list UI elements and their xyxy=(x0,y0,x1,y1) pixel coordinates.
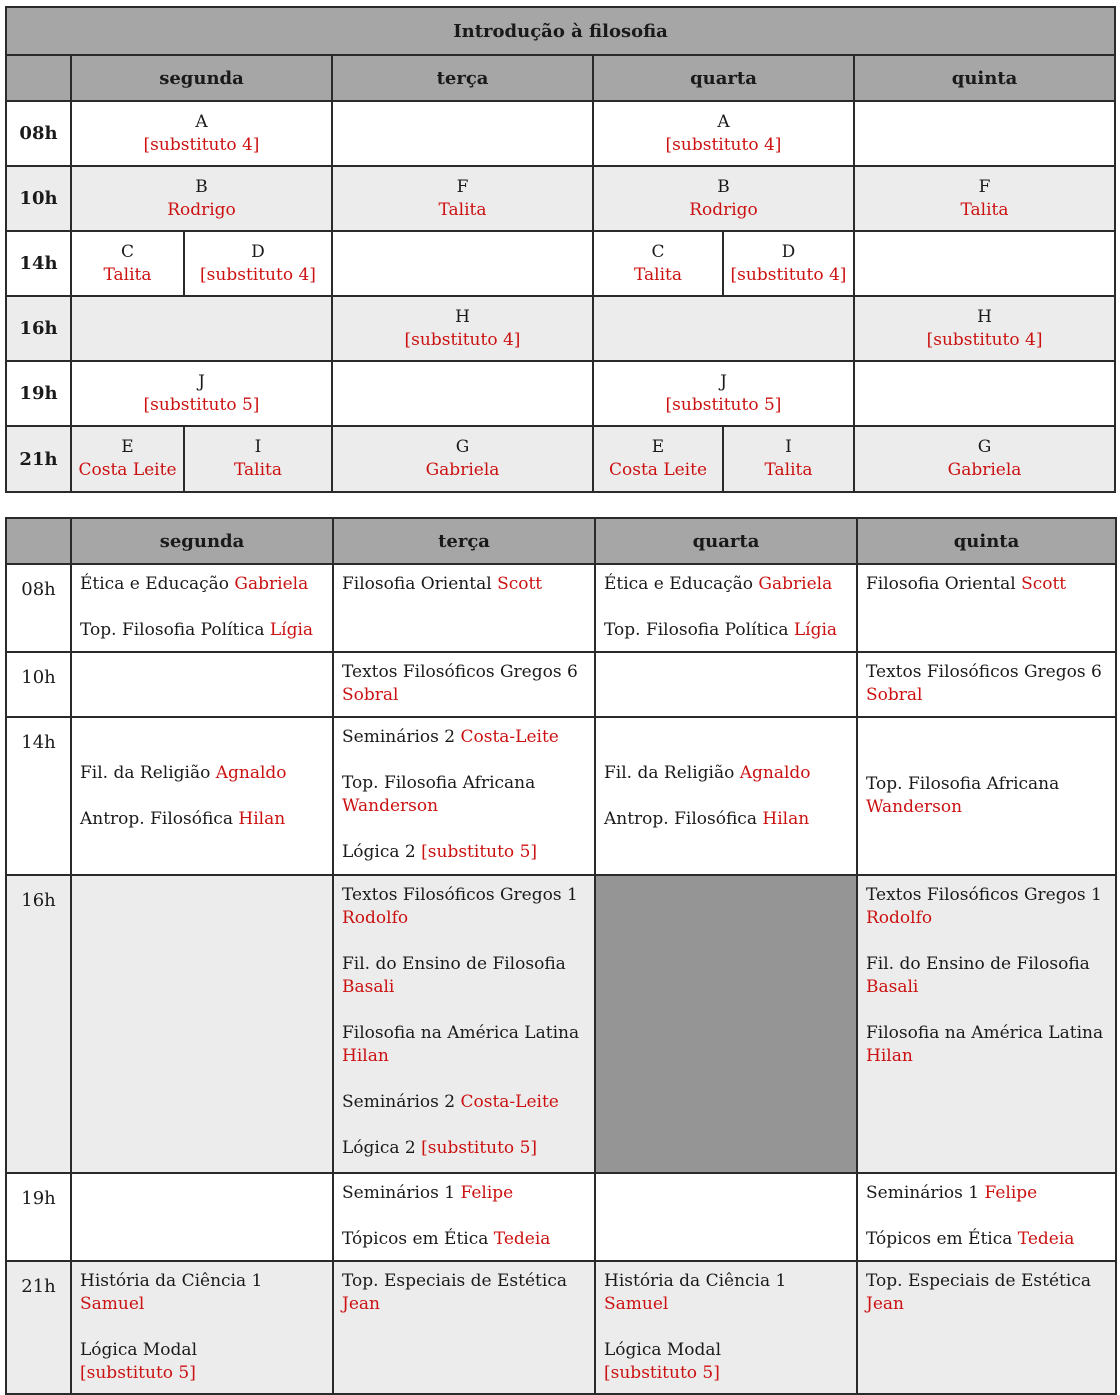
course-entry xyxy=(80,1339,326,1385)
course-entry xyxy=(604,1270,850,1316)
teacher-name: [substituto 4] xyxy=(665,134,782,155)
class-slot xyxy=(854,166,1115,231)
class-code: E xyxy=(651,437,665,457)
teacher-name: Scott xyxy=(497,574,543,594)
teacher-name: [substituto 5] xyxy=(604,1363,720,1383)
empty-slot xyxy=(854,231,1115,296)
class-slot xyxy=(593,101,854,166)
course-name: Filosofia Oriental xyxy=(342,574,492,594)
class-slot xyxy=(71,426,184,492)
course-name: Tópicos em Ética xyxy=(342,1229,489,1249)
teacher-name: Jean xyxy=(342,1294,380,1314)
teacher-name: Gabriela xyxy=(234,574,309,594)
class-slot xyxy=(332,426,593,492)
time-label: 10h xyxy=(6,166,71,231)
teacher-name: Felipe xyxy=(460,1183,514,1203)
time-label: 16h xyxy=(6,875,71,1173)
course-entry xyxy=(604,808,850,831)
time-label: 21h xyxy=(6,1261,71,1394)
course-entry xyxy=(342,1137,588,1160)
day-header-quinta: quinta xyxy=(854,55,1115,101)
teacher-name: [substituto 4] xyxy=(926,329,1043,350)
course-name: Seminários 2 xyxy=(342,727,456,747)
course-name: Filosofia Oriental xyxy=(866,574,1016,594)
teacher-name: Rodolfo xyxy=(342,908,409,928)
course-cell xyxy=(71,717,333,875)
course-name: Textos Filosóficos Gregos 1 xyxy=(866,885,1102,905)
empty-cell xyxy=(595,652,857,717)
course-name: História da Ciência 1 xyxy=(80,1271,263,1291)
class-slot xyxy=(723,426,854,492)
table-row xyxy=(6,296,1115,361)
course-entry xyxy=(604,573,850,596)
teacher-name: Samuel xyxy=(604,1294,669,1314)
time-label: 08h xyxy=(6,564,71,652)
class-code: J xyxy=(198,371,205,392)
teacher-name: Costa-Leite xyxy=(460,727,559,747)
teacher-name: Costa Leite xyxy=(608,460,707,480)
class-code: F xyxy=(456,176,469,197)
course-entry xyxy=(866,1228,1109,1251)
table-row xyxy=(6,1261,1116,1394)
class-slot xyxy=(71,231,184,296)
course-entry xyxy=(604,1339,850,1385)
course-entry xyxy=(866,953,1109,999)
course-entry xyxy=(80,573,326,596)
class-code: G xyxy=(455,437,470,457)
course-entry xyxy=(342,884,588,930)
course-name: Top. Especiais de Estética xyxy=(342,1271,567,1291)
course-entry xyxy=(342,661,588,707)
course-entry xyxy=(342,573,588,596)
class-code: H xyxy=(455,306,470,327)
course-cell xyxy=(333,717,595,875)
course-name: Lógica Modal xyxy=(80,1340,197,1360)
course-entry xyxy=(604,762,850,785)
teacher-name: Costa-Leite xyxy=(460,1092,559,1112)
course-cell xyxy=(857,1173,1116,1261)
course-cell xyxy=(595,564,857,652)
day-header-quinta: quinta xyxy=(857,518,1116,564)
course-name: Seminários 2 xyxy=(342,1092,456,1112)
course-cell xyxy=(333,564,595,652)
blocked-cell xyxy=(595,875,857,1173)
table-row xyxy=(6,231,1115,296)
course-name: História da Ciência 1 xyxy=(604,1271,787,1291)
course-name: Top. Especiais de Estética xyxy=(866,1271,1091,1291)
course-name: Fil. da Religião xyxy=(80,762,211,783)
empty-slot xyxy=(332,361,593,426)
course-cell xyxy=(595,1261,857,1394)
class-slot xyxy=(184,231,332,296)
empty-slot xyxy=(854,101,1115,166)
teacher-name: Lígia xyxy=(793,620,838,640)
class-code: B xyxy=(195,176,208,197)
course-name: Filosofia na América Latina xyxy=(342,1023,580,1043)
teacher-name: Hilan xyxy=(238,808,286,829)
class-code: I xyxy=(785,437,792,457)
class-code: H xyxy=(977,306,992,327)
course-entry xyxy=(866,1270,1109,1316)
teacher-name: Wanderson xyxy=(866,797,963,817)
teacher-name: Talita xyxy=(438,199,487,220)
day-header-segunda: segunda xyxy=(71,55,332,101)
day-header-quarta: quarta xyxy=(593,55,854,101)
course-cell xyxy=(71,564,333,652)
teacher-name: [substituto 4] xyxy=(200,264,316,285)
course-entry xyxy=(80,762,326,785)
table-title: Introdução à filosofia xyxy=(6,7,1115,55)
course-entry xyxy=(342,1270,588,1316)
teacher-name: Felipe xyxy=(984,1183,1038,1203)
teacher-name: Hilan xyxy=(866,1046,913,1066)
class-code: F xyxy=(978,176,991,197)
course-name: Fil. do Ensino de Filosofia xyxy=(866,954,1090,974)
empty-slot xyxy=(71,296,332,361)
course-name: Fil. do Ensino de Filosofia xyxy=(342,954,566,974)
teacher-name: [substituto 5] xyxy=(143,394,260,415)
teacher-name: Rodolfo xyxy=(866,908,933,928)
time-label: 19h xyxy=(6,1173,71,1261)
empty-slot xyxy=(593,296,854,361)
course-cell xyxy=(333,652,595,717)
class-code: A xyxy=(717,111,730,132)
time-label: 21h xyxy=(6,426,71,492)
course-entry xyxy=(866,773,1109,819)
class-slot xyxy=(593,426,723,492)
class-slot xyxy=(593,361,854,426)
course-name: Seminários 1 xyxy=(342,1183,456,1203)
class-code: G xyxy=(977,437,992,457)
table-row xyxy=(6,875,1116,1173)
teacher-name: Hilan xyxy=(342,1046,389,1066)
course-name: Antrop. Filosófica xyxy=(604,808,757,829)
course-entry xyxy=(342,1091,588,1114)
course-entry xyxy=(342,841,588,864)
class-code: D xyxy=(251,241,265,262)
course-name: Lógica 2 xyxy=(342,1138,416,1158)
course-cell xyxy=(595,717,857,875)
table-row xyxy=(6,652,1116,717)
teacher-name: Sobral xyxy=(342,685,399,705)
course-name: Top. Filosofia Política xyxy=(80,620,265,640)
class-slot xyxy=(593,231,723,296)
course-cell xyxy=(333,875,595,1173)
course-cell xyxy=(857,564,1116,652)
course-name: Fil. da Religião xyxy=(604,762,735,783)
empty-slot xyxy=(332,101,593,166)
course-name: Filosofia na América Latina xyxy=(866,1023,1104,1043)
course-entry xyxy=(342,726,588,749)
corner-cell xyxy=(6,518,71,564)
teacher-name: Tedeia xyxy=(1017,1229,1075,1249)
course-entry xyxy=(866,661,1109,707)
teacher-name: Tedeia xyxy=(493,1229,551,1249)
table-row xyxy=(6,426,1115,492)
empty-slot xyxy=(332,231,593,296)
class-code: B xyxy=(717,176,730,197)
class-slot xyxy=(71,361,332,426)
teacher-name: Talita xyxy=(234,460,282,480)
course-cell xyxy=(857,717,1116,875)
class-slot xyxy=(71,101,332,166)
class-code: C xyxy=(651,241,665,262)
class-slot xyxy=(332,296,593,361)
class-code: I xyxy=(254,437,262,457)
class-slot xyxy=(71,166,332,231)
table-row xyxy=(6,101,1115,166)
course-entry xyxy=(342,772,588,818)
teacher-name: Sobral xyxy=(866,685,923,705)
empty-cell xyxy=(71,652,333,717)
table-row xyxy=(6,166,1115,231)
class-code: E xyxy=(121,437,134,457)
class-code: C xyxy=(120,241,134,262)
course-name: Ética e Educação xyxy=(80,574,229,594)
course-cell xyxy=(333,1173,595,1261)
teacher-name: [substituto 5] xyxy=(421,842,538,862)
class-code: J xyxy=(720,371,727,392)
course-cell xyxy=(71,1261,333,1394)
teacher-name: Rodrigo xyxy=(167,199,236,220)
course-entry xyxy=(866,884,1109,930)
course-entry xyxy=(342,1228,588,1251)
time-label: 19h xyxy=(6,361,71,426)
teacher-name: Rodrigo xyxy=(689,199,758,220)
empty-slot xyxy=(854,361,1115,426)
course-name: Tópicos em Ética xyxy=(866,1229,1013,1249)
class-slot xyxy=(593,166,854,231)
class-slot xyxy=(854,296,1115,361)
table-row xyxy=(6,717,1116,875)
course-entry xyxy=(342,1182,588,1205)
teacher-name: Costa Leite xyxy=(78,460,177,480)
teacher-name: Agnaldo xyxy=(739,762,811,783)
course-entry xyxy=(866,1182,1109,1205)
day-header-terca: terça xyxy=(333,518,595,564)
course-cell xyxy=(333,1261,595,1394)
teacher-name: Talita xyxy=(960,199,1009,220)
class-code: A xyxy=(195,111,208,132)
table-row xyxy=(6,1173,1116,1261)
time-label: 08h xyxy=(6,101,71,166)
course-cell xyxy=(857,652,1116,717)
class-code: D xyxy=(781,241,796,262)
class-slot xyxy=(723,231,854,296)
teacher-name: [substituto 4] xyxy=(143,134,260,155)
course-entry xyxy=(342,953,588,999)
time-label: 14h xyxy=(6,717,71,875)
course-cell xyxy=(857,1261,1116,1394)
teacher-name: Gabriela xyxy=(425,460,500,480)
course-name: Lógica Modal xyxy=(604,1340,721,1360)
course-name: Seminários 1 xyxy=(866,1183,980,1203)
course-name: Textos Filosóficos Gregos 1 xyxy=(342,885,578,905)
day-header-terca: terça xyxy=(332,55,593,101)
teacher-name: Agnaldo xyxy=(215,762,287,783)
course-name: Lógica 2 xyxy=(342,842,416,862)
course-name: Top. Filosofia Africana xyxy=(342,773,536,793)
teacher-name: Basali xyxy=(342,977,395,997)
time-label: 10h xyxy=(6,652,71,717)
teacher-name: [substituto 4] xyxy=(730,264,847,285)
corner-cell xyxy=(6,55,71,101)
teacher-name: Talita xyxy=(764,460,813,480)
course-entry xyxy=(80,619,326,642)
teacher-name: [substituto 5] xyxy=(421,1138,538,1158)
day-header-segunda: segunda xyxy=(71,518,333,564)
day-header-quarta: quarta xyxy=(595,518,857,564)
course-name: Textos Filosóficos Gregos 6 xyxy=(866,662,1102,682)
table-row xyxy=(6,361,1115,426)
course-name: Antrop. Filosófica xyxy=(80,808,233,829)
course-cell xyxy=(857,875,1116,1173)
course-entry xyxy=(80,808,326,831)
course-entry xyxy=(80,1270,326,1316)
empty-cell xyxy=(71,1173,333,1261)
teacher-name: Gabriela xyxy=(947,460,1022,480)
course-name: Ética e Educação xyxy=(604,574,753,594)
teacher-name: Lígia xyxy=(269,620,314,640)
course-entry xyxy=(342,1022,588,1068)
course-entry xyxy=(866,573,1109,596)
intro-schedule-table xyxy=(5,6,1116,493)
class-slot xyxy=(332,166,593,231)
empty-cell xyxy=(595,1173,857,1261)
class-slot xyxy=(854,426,1115,492)
course-name: Textos Filosóficos Gregos 6 xyxy=(342,662,578,682)
course-entry xyxy=(866,1022,1109,1068)
teacher-name: [substituto 5] xyxy=(665,394,782,415)
courses-schedule-table xyxy=(5,517,1117,1395)
teacher-name: Talita xyxy=(634,264,682,285)
time-label: 14h xyxy=(6,231,71,296)
teacher-name: [substituto 4] xyxy=(404,329,521,350)
teacher-name: [substituto 5] xyxy=(80,1363,196,1383)
course-name: Top. Filosofia Africana xyxy=(866,774,1060,794)
teacher-name: Basali xyxy=(866,977,919,997)
teacher-name: Jean xyxy=(866,1294,904,1314)
empty-cell xyxy=(71,875,333,1173)
teacher-name: Wanderson xyxy=(342,796,439,816)
course-name: Top. Filosofia Política xyxy=(604,620,789,640)
table-row xyxy=(6,564,1116,652)
time-label: 16h xyxy=(6,296,71,361)
teacher-name: Hilan xyxy=(762,808,810,829)
teacher-name: Gabriela xyxy=(758,574,833,594)
class-slot xyxy=(184,426,332,492)
teacher-name: Talita xyxy=(103,264,152,285)
teacher-name: Samuel xyxy=(80,1294,145,1314)
teacher-name: Scott xyxy=(1021,574,1067,594)
course-entry xyxy=(604,619,850,642)
